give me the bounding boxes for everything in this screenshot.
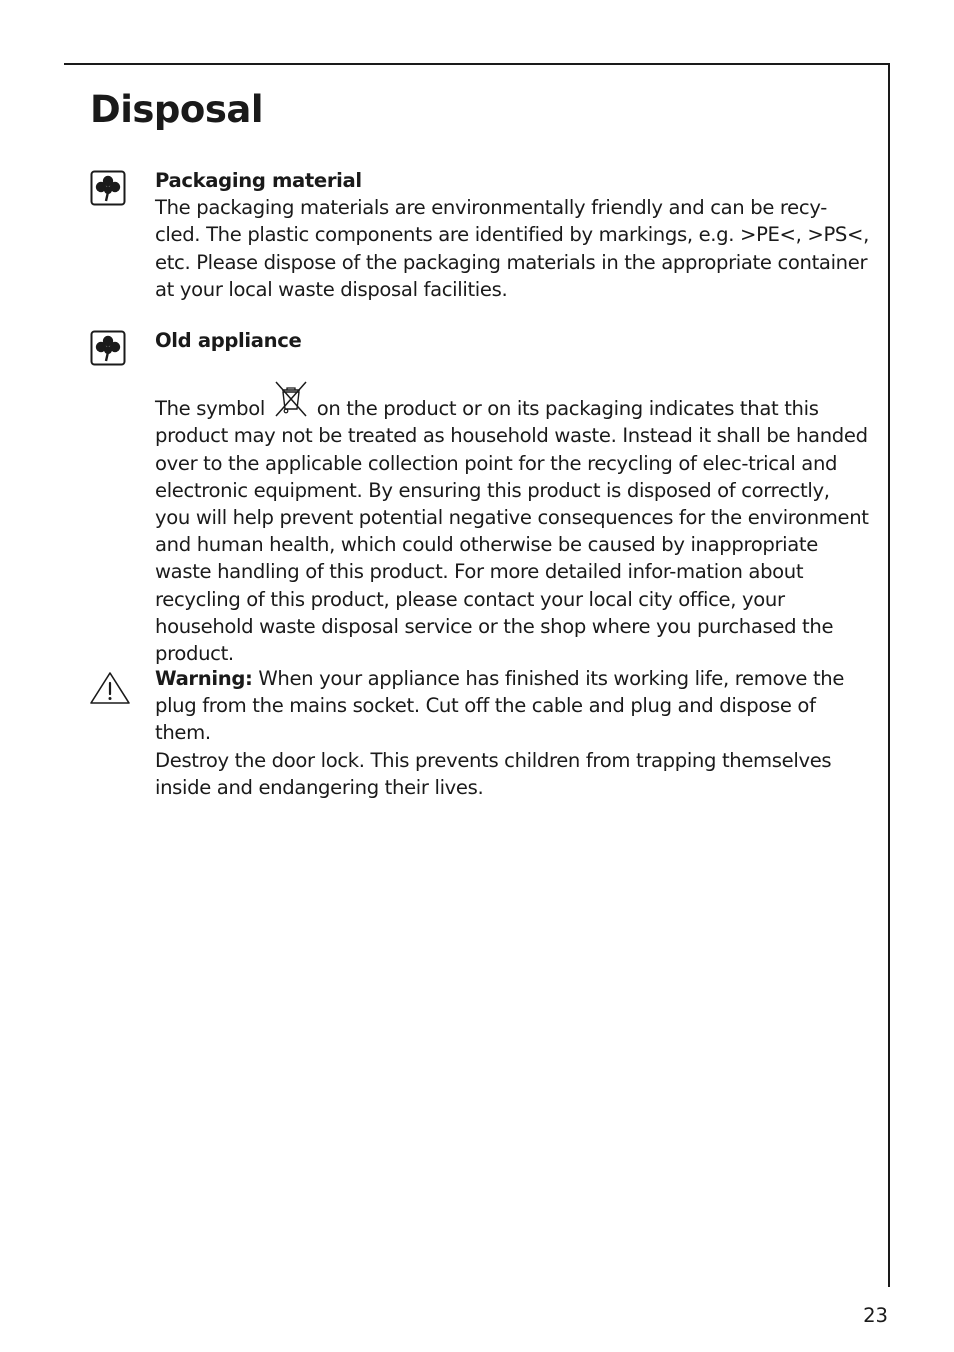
warning-section (155, 665, 870, 801)
crossed-out-wheelie-bin-icon (273, 381, 309, 417)
page-title: Disposal (90, 88, 263, 131)
packaging-heading: Packaging material (155, 169, 362, 192)
old-appliance-heading: Old appliance (155, 329, 302, 352)
packaging-section (155, 167, 870, 303)
warning-text-door-lock: Destroy the door lock. This prevents children from trapping themselves inside and endangering their lives. (155, 748, 832, 799)
page-number: 23 (863, 1304, 888, 1327)
old-appliance-body (155, 381, 870, 667)
right-rule (888, 63, 890, 1287)
old-appliance-text-before-symbol: The symbol (155, 397, 265, 421)
warning-text: When your appliance has finished its working life, remove the plug from the mains socket. Cut off the cable and plug and dispose of them. (155, 667, 845, 745)
environment-clover-icon (90, 170, 126, 210)
warning-label: Warning: (155, 667, 253, 690)
warning-paragraph (155, 665, 870, 747)
top-rule (64, 63, 890, 65)
old-appliance-section (155, 327, 870, 667)
environment-clover-icon (90, 330, 126, 370)
warning-triangle-icon (89, 670, 131, 710)
old-appliance-text-after-symbol: on the product or on its packaging indicates that this product may not be treated as household waste. Instead it shall be handed over to the applicable collection point for the recycling of elec-trical and electronic equipment. By ensuring this product is disposed of correctly, you will help prevent potential negative consequences for the environment and human health, which could otherwise be caused by inappropriate waste handling of this product. For more detailed infor-mation about recycling of this product, please contact your local city office, your household waste disposal service or the shop where you purchased the product. (155, 397, 869, 666)
packaging-body: The packaging materials are environmentally friendly and can be recy-cled. The plastic components are identified by markings, e.g. >PE<, >PS<, etc. Please dispose of the packaging materials in the appropriate container at your local waste disposal facilities. (155, 196, 869, 301)
